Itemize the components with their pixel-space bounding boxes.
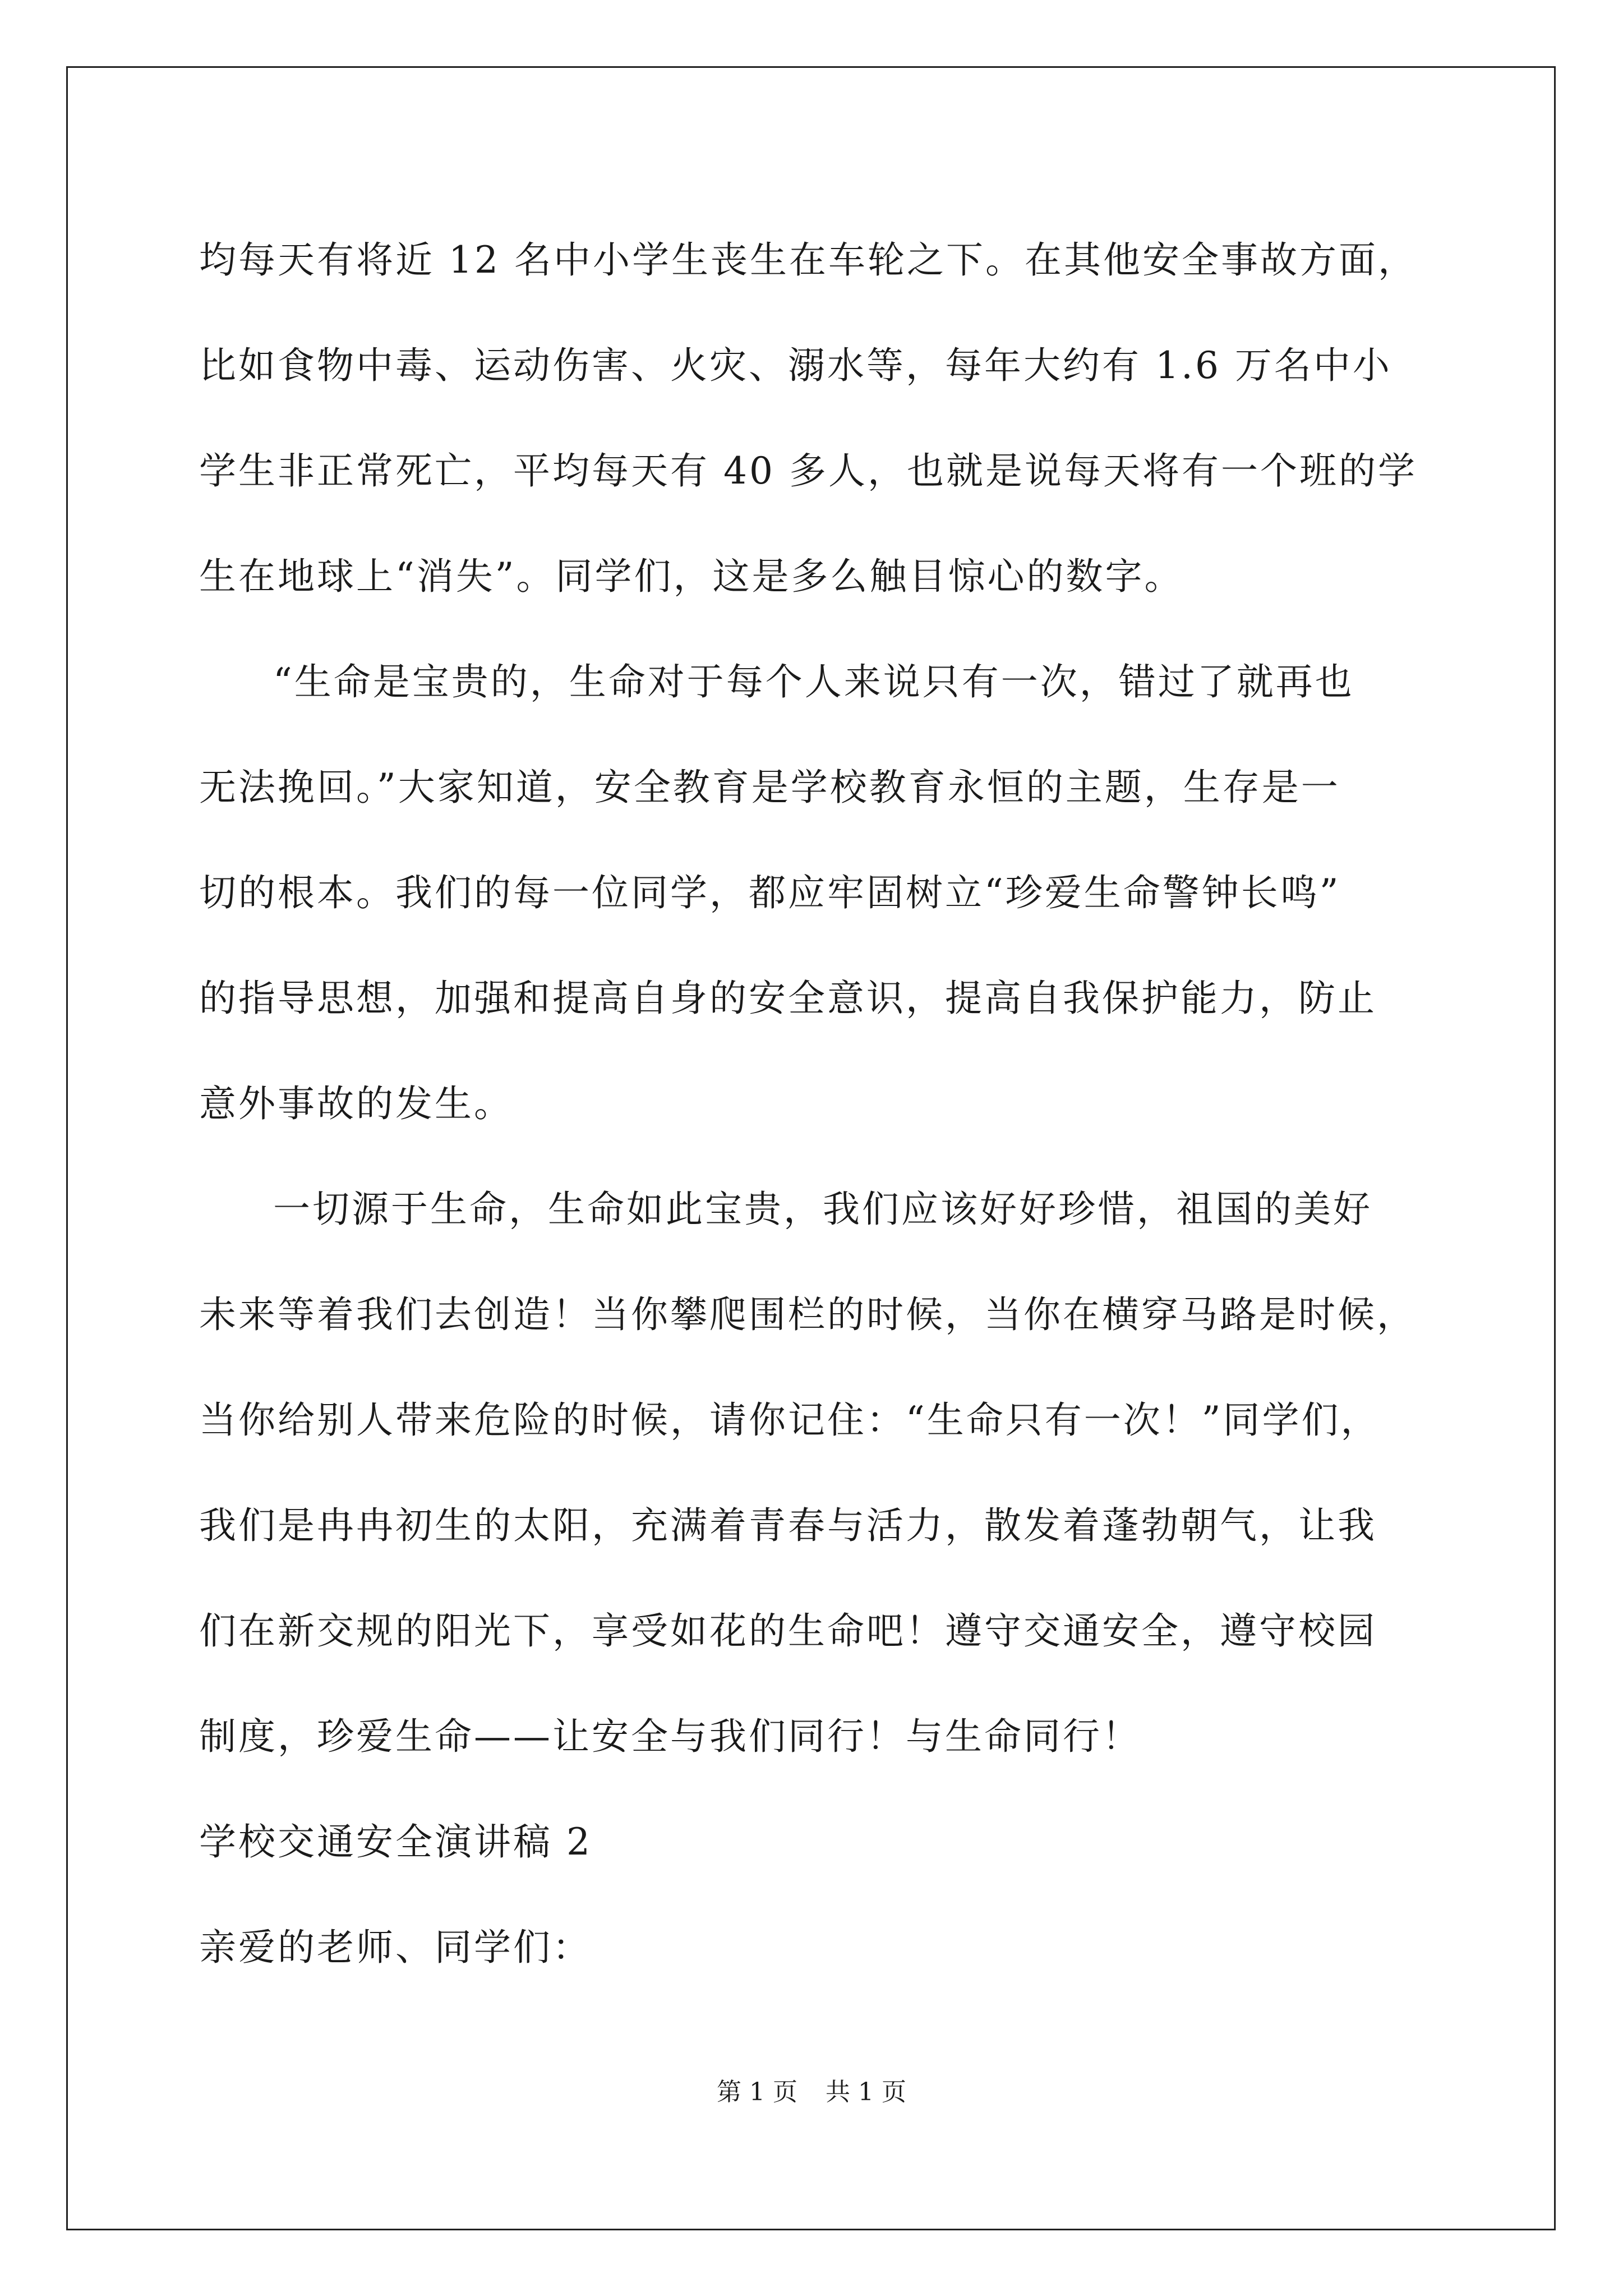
body-line: 我们是冉冉初生的太阳，充满着青春与活力，散发着蓬勃朝气，让我 — [199, 1504, 1377, 1547]
body-line: 未来等着我们去创造！当你攀爬围栏的时候，当你在横穿马路是时候， — [199, 1293, 1416, 1336]
body-line: 均每天有将近 12 名中小学生丧生在车轮之下。在其他安全事故方面， — [199, 238, 1417, 282]
body-line: 当你给别人带来危险的时候，请你记住：“生命只有一次！”同学们， — [199, 1398, 1380, 1442]
salutation-line: 亲爱的老师、同学们： — [199, 1926, 592, 1969]
document-body — [199, 208, 1433, 2000]
body-line: 切的根本。我们的每一位同学，都应牢固树立“珍爱生命警钟长鸣” — [199, 871, 1341, 914]
body-line: 比如食物中毒、运动伤害、火灾、溺水等，每年大约有 1.6 万名中小 — [199, 344, 1392, 387]
page-total: 共 1 页 — [826, 2078, 906, 2106]
body-line: 们在新交规的阳光下，享受如花的生命吧！遵守交通安全，遵守校园 — [199, 1609, 1377, 1653]
body-line: 生在地球上“消失”。同学们，这是多么触目惊心的数字。 — [199, 555, 1184, 598]
paragraph-start-line: “生命是宝贵的，生命对于每个人来说只有一次，错过了就再也 — [273, 660, 1354, 703]
page-number: 第 1 页 — [717, 2078, 797, 2106]
paragraph-start-line: 一切源于生命，生命如此宝贵，我们应该好好珍惜，祖国的美好 — [273, 1188, 1372, 1231]
body-line: 学生非正常死亡，平均每天有 40 多人，也就是说每天将有一个班的学 — [199, 449, 1417, 493]
page-footer — [0, 2076, 1623, 2109]
body-line: 制度，珍爱生命——让安全与我们同行！与生命同行！ — [199, 1715, 1141, 1758]
body-line: 无法挽回。”大家知道，安全教育是学校教育永恒的主题，生存是一 — [199, 766, 1340, 809]
section-heading: 学校交通安全演讲稿 2 — [199, 1820, 592, 1864]
body-line: 意外事故的发生。 — [199, 1082, 513, 1125]
body-line: 的指导思想，加强和提高自身的安全意识，提高自我保护能力，防止 — [199, 977, 1377, 1020]
